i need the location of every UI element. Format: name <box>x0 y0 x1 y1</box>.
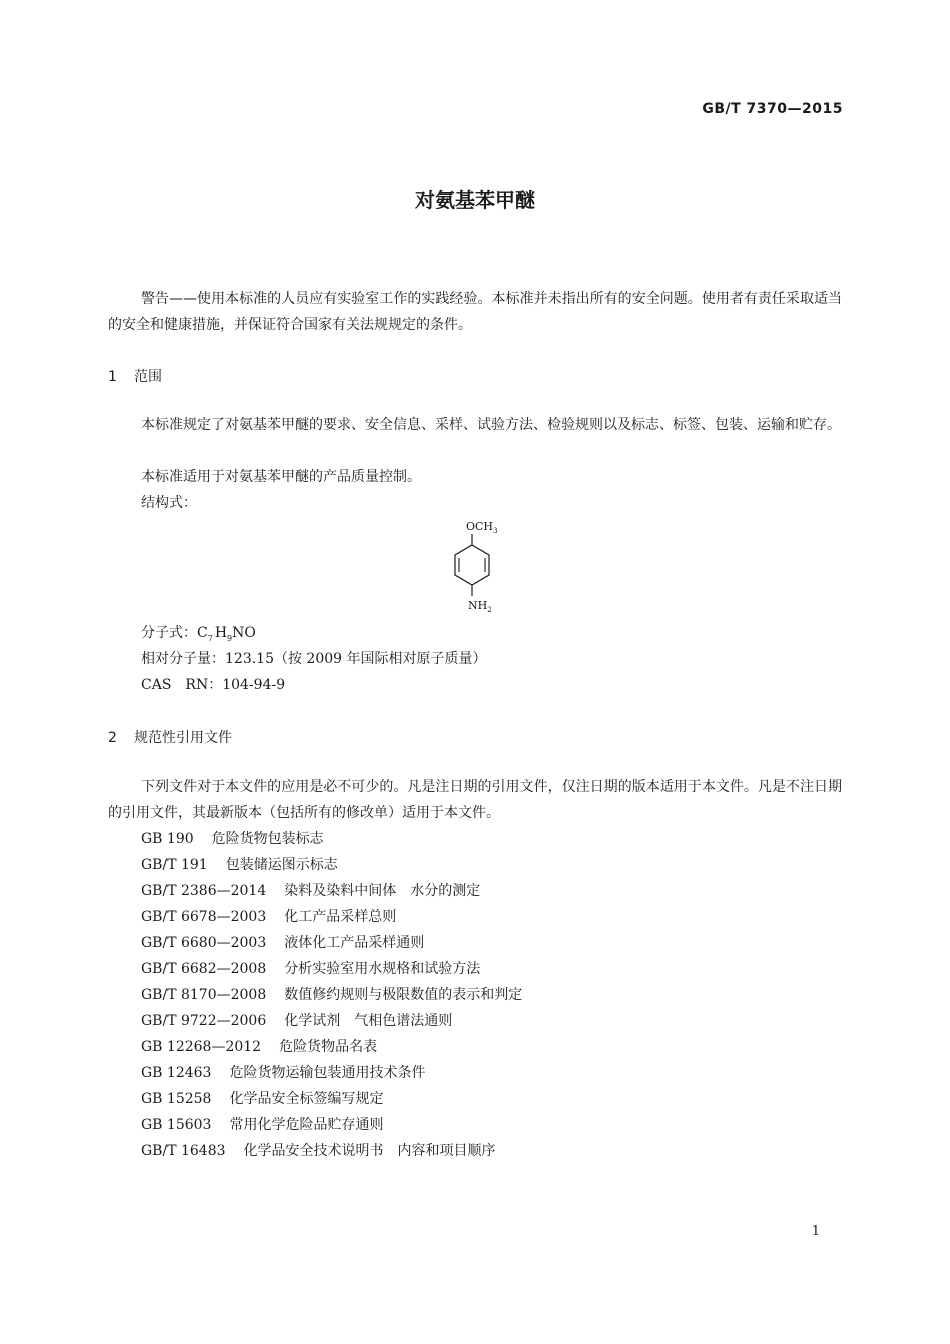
reference-code: GB/T 6682—2008 <box>141 961 267 977</box>
reference-code: GB/T 6680—2003 <box>141 935 267 951</box>
reference-title: 常用化学危险品贮存通则 <box>229 1117 384 1133</box>
warning-paragraph: 警告——使用本标准的人员应有实验室工作的实践经验。本标准并未指出所有的安全问题。使用者有责任采取适当的安全和健康措施，并保证符合国家有关法规规定的条件。 <box>108 291 842 333</box>
reference-item <box>141 1112 383 1138</box>
reference-code: GB/T 16483 <box>141 1143 226 1159</box>
reference-title: 液体化工产品采样通则 <box>284 935 425 951</box>
reference-code: GB/T 2386—2014 <box>141 883 267 899</box>
benzene-ring <box>455 545 489 585</box>
section-1-heading <box>108 366 162 386</box>
reference-item <box>141 930 424 956</box>
page-number: 1 <box>811 1224 820 1239</box>
methoxy-group-label: $OCH_3$ <box>466 520 498 535</box>
section-2-heading <box>108 727 232 747</box>
reference-item <box>141 878 480 904</box>
reference-title: 危险货物运输包装通用技术条件 <box>229 1065 426 1081</box>
reference-code: GB/T 191 <box>141 857 208 873</box>
reference-title: 化学试剂 气相色谱法通则 <box>284 1013 453 1029</box>
reference-code: GB/T 8170—2008 <box>141 987 267 1003</box>
reference-code: GB 12268—2012 <box>141 1039 262 1055</box>
reference-title: 染料及染料中间体 水分的测定 <box>284 883 481 899</box>
reference-item <box>141 826 324 852</box>
molecular-formula: 分子式：$C_7$ $H_9NO$ <box>141 625 256 643</box>
scope-paragraph: 本标准规定了对氨基苯甲醚的要求、安全信息、采样、试验方法、检验规则以及标志、标签、包装、运输和贮存。 <box>141 417 841 433</box>
reference-code: GB 15258 <box>141 1091 212 1107</box>
section-number: 2 <box>108 730 117 746</box>
reference-title: 分析实验室用水规格和试验方法 <box>284 961 481 977</box>
reference-item <box>141 1086 383 1112</box>
structure-label: 结构式： <box>141 495 197 511</box>
cas-number: CAS RN：104-94-9 <box>141 677 286 693</box>
applicability-paragraph: 本标准适用于对氨基苯甲醚的产品质量控制。 <box>141 469 421 485</box>
reference-title: 化工产品采样总则 <box>284 909 397 925</box>
reference-item <box>141 904 396 930</box>
reference-item <box>141 1008 452 1034</box>
document-title: 对氨基苯甲醚 <box>415 188 535 212</box>
reference-title: 化学品安全标签编写规定 <box>229 1091 384 1107</box>
reference-item <box>141 982 522 1008</box>
structure-formula-diagram <box>430 512 520 617</box>
section-title: 范围 <box>134 369 162 385</box>
reference-item <box>141 852 338 878</box>
reference-title: 危险货物品名表 <box>279 1039 378 1055</box>
references-intro: 下列文件对于本文件的应用是必不可少的。凡是注日期的引用文件，仅注日期的版本适用于本文件。凡是不注日期的引用文件，其最新版本（包括所有的修改单）适用于本文件。 <box>108 779 842 821</box>
reference-title: 危险货物包装标志 <box>211 831 324 847</box>
reference-code: GB 190 <box>141 831 194 847</box>
reference-title: 包装储运图示标志 <box>225 857 338 873</box>
amino-group-label: $NH_2$ <box>468 599 492 614</box>
molecular-mass: 相对分子量：123.15（按 2009 年国际相对原子质量） <box>141 651 487 667</box>
reference-code: GB/T 6678—2003 <box>141 909 267 925</box>
reference-item <box>141 1034 377 1060</box>
reference-title: 化学品安全技术说明书 内容和项目顺序 <box>243 1143 496 1159</box>
reference-item <box>141 956 480 982</box>
reference-code: GB/T 9722—2006 <box>141 1013 267 1029</box>
reference-code: GB 15603 <box>141 1117 212 1133</box>
reference-item <box>141 1060 425 1086</box>
reference-code: GB 12463 <box>141 1065 212 1081</box>
section-number: 1 <box>108 369 117 385</box>
reference-title: 数值修约规则与极限数值的表示和判定 <box>284 987 523 1003</box>
reference-item <box>141 1138 496 1164</box>
section-title: 规范性引用文件 <box>134 730 232 746</box>
standard-code: GB/T 7370—2015 <box>702 101 843 117</box>
